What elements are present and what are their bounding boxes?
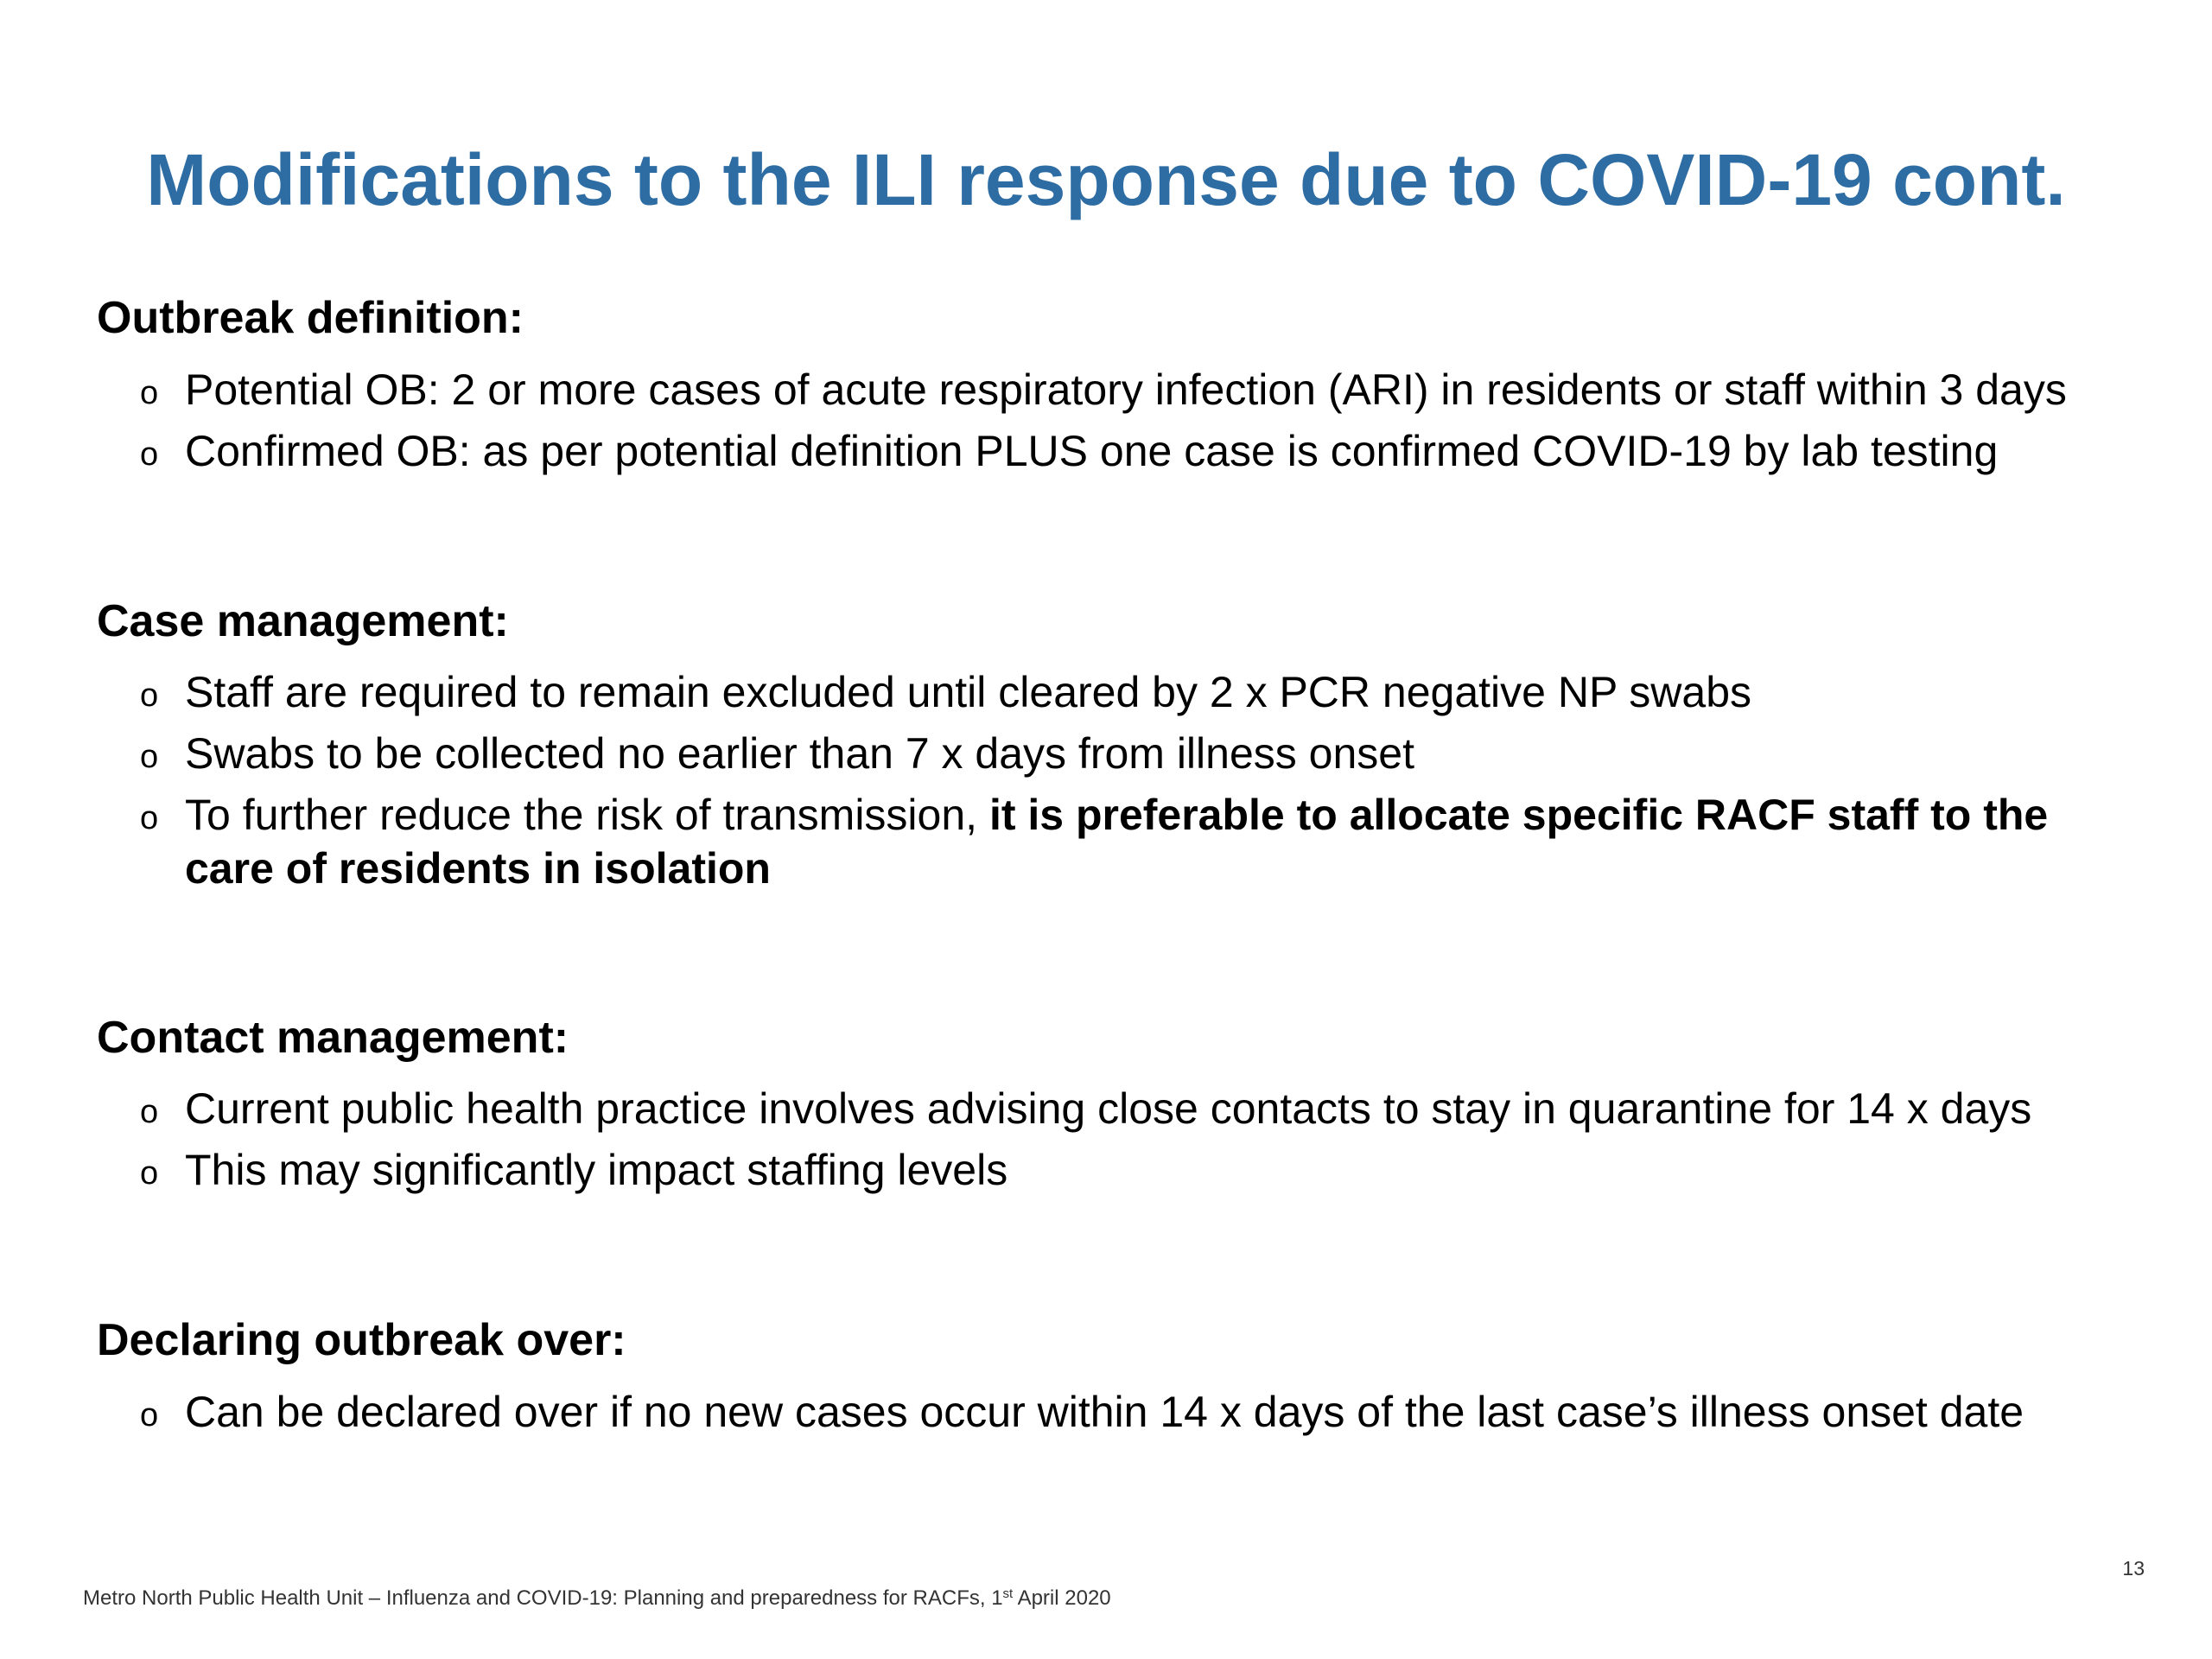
- bullet-text-bold: it is preferable to allocate specific RACF staff to the care of residents in isolation: [185, 791, 2049, 893]
- bullet-marker-icon: o: [140, 677, 159, 714]
- bullet-text: Confirmed OB: as per potential definition PLUS one case is confirmed COVID-19 by lab testing: [185, 427, 1999, 475]
- bullet-item: [140, 363, 2084, 416]
- bullet-text: Potential OB: 2 or more cases of acute respiratory infection (ARI) in residents or staff within 3 days: [185, 365, 2067, 414]
- footer-superscript: st: [1002, 1586, 1014, 1601]
- bullet-marker-icon: o: [140, 436, 159, 473]
- bullet-item: [140, 665, 2084, 719]
- bullet-text: Staff are required to remain excluded until cleared by 2 x PCR negative NP swabs: [185, 668, 1752, 716]
- bullet-text: Swabs to be collected no earlier than 7 x days from illness onset: [185, 729, 1414, 778]
- bullet-text: Can be declared over if no new cases occur within 14 x days of the last case’s illness onset date: [185, 1388, 2024, 1436]
- bullet-item: [140, 727, 2084, 780]
- bullet-text: This may significantly impact staffing levels: [185, 1146, 1008, 1194]
- bullet-marker-icon: o: [140, 800, 159, 836]
- footer-text: Metro North Public Health Unit – Influenza and COVID-19: Planning and preparedness for RACFs, 1: [83, 1586, 1003, 1610]
- section-heading-declaring-outbreak-over: Declaring outbreak over:: [97, 1315, 626, 1365]
- bullet-text: [185, 788, 2084, 895]
- section-heading-outbreak-definition: Outbreak definition:: [97, 293, 524, 343]
- page-number: 13: [2122, 1557, 2145, 1580]
- slide-title: Modifications to the ILI response due to COVID-19 cont.: [146, 139, 2066, 220]
- bullet-item: [140, 1082, 2084, 1135]
- bullet-marker-icon: o: [140, 375, 159, 411]
- bullet-item: [140, 424, 2084, 478]
- bullet-marker-icon: o: [140, 1397, 159, 1433]
- bullet-item: [140, 1143, 2084, 1197]
- section-heading-case-management: Case management:: [97, 596, 509, 646]
- footer-text-after: April 2020: [1013, 1586, 1111, 1610]
- bullet-item: [140, 1385, 2084, 1439]
- footer-citation: [83, 1581, 1111, 1611]
- bullet-marker-icon: o: [140, 1155, 159, 1192]
- bullet-marker-icon: o: [140, 739, 159, 775]
- bullet-item: [140, 788, 2084, 895]
- bullet-text-regular: To further reduce the risk of transmission,: [185, 791, 989, 839]
- bullet-text: Current public health practice involves advising close contacts to stay in quarantine for 14 x days: [185, 1084, 2032, 1133]
- bullet-marker-icon: o: [140, 1094, 159, 1130]
- section-heading-contact-management: Contact management:: [97, 1013, 569, 1063]
